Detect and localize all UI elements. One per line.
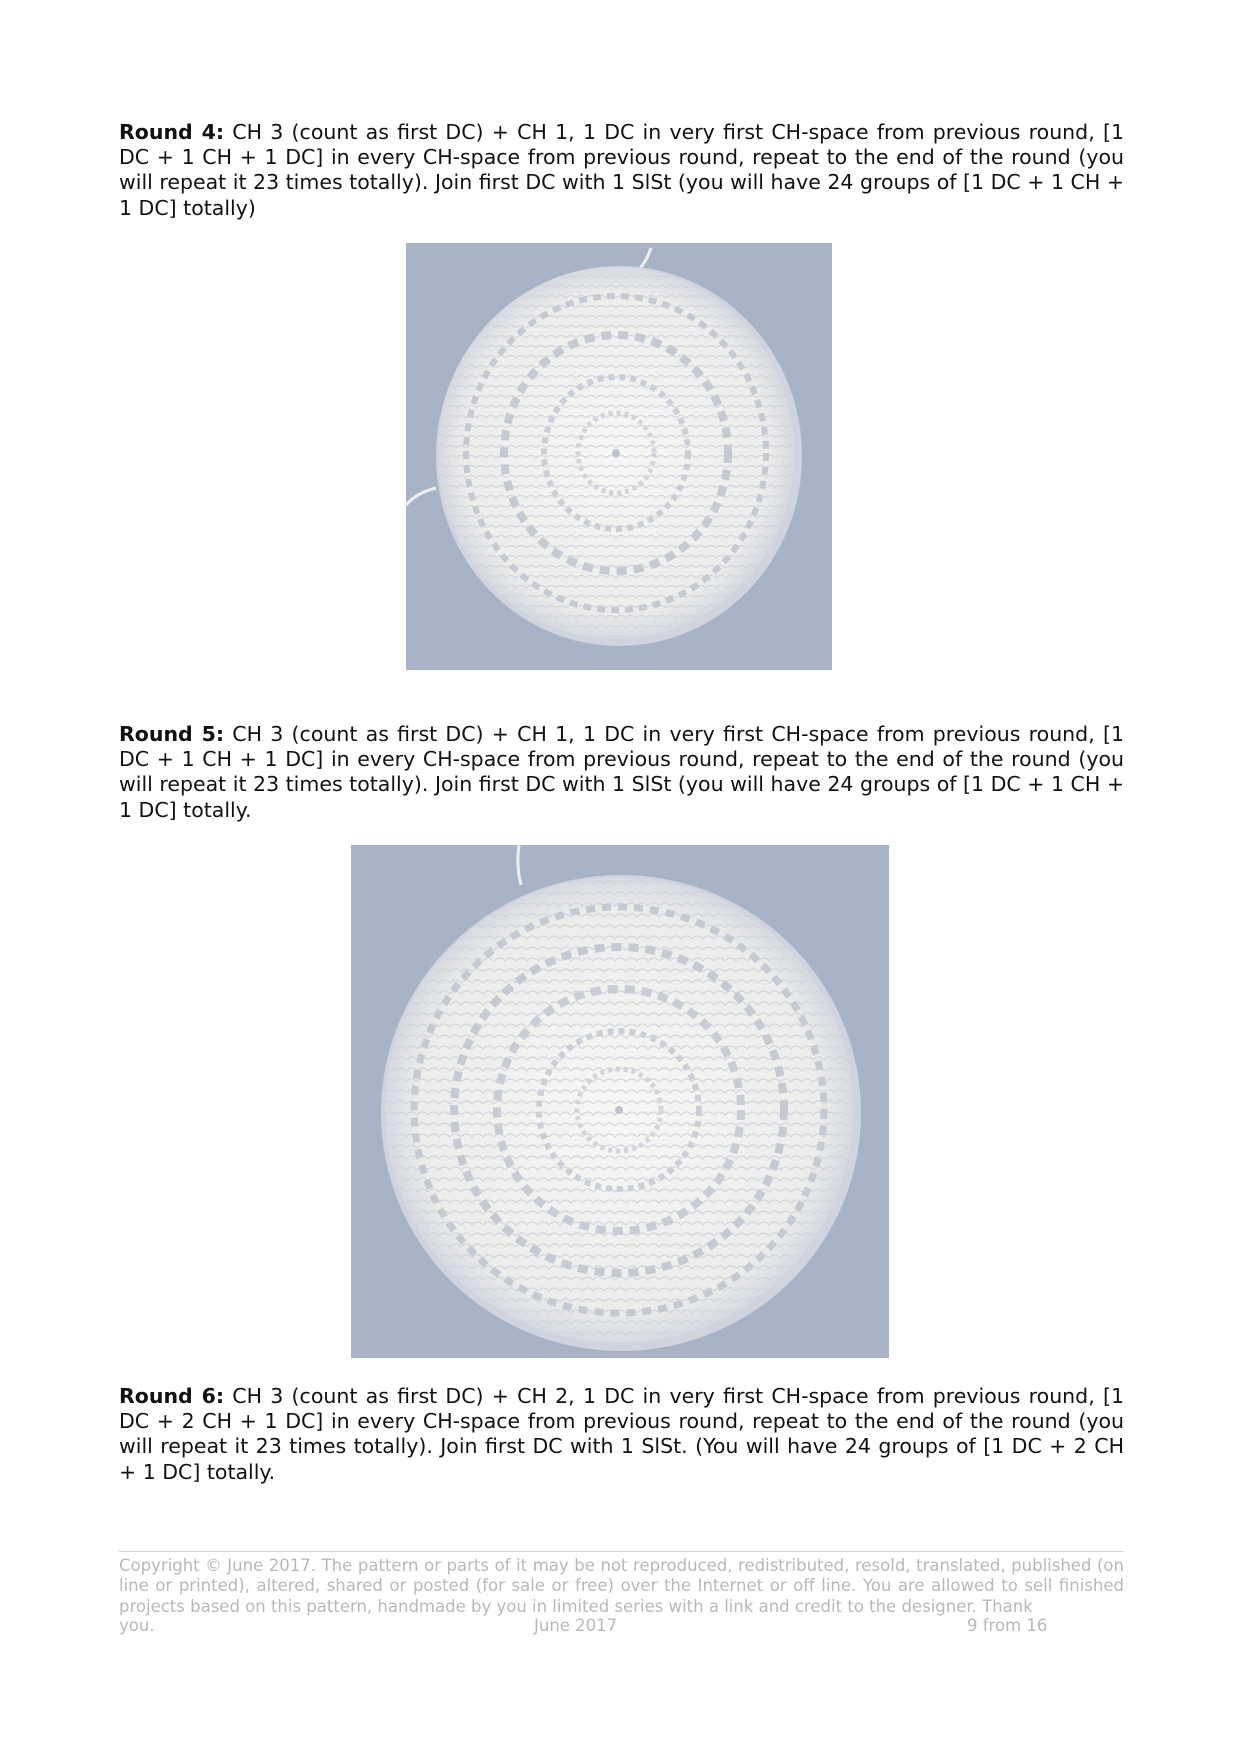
round-4-text: CH 3 (count as first DC) + CH 1, 1 DC in very first CH-space from previous round, [1 DC + 1 CH + 1 DC] in every CH-space from previous round, repeat to the end of the round (you will repeat it 23 times totally). Join first DC with 1 SlSt (you will have 24 groups of [1 DC + 1 CH + 1 DC] totally): [119, 120, 1124, 220]
copyright-notice-end: you.: [119, 1615, 155, 1635]
footer-date: June 2017: [534, 1615, 618, 1635]
round-6-text: CH 3 (count as first DC) + CH 2, 1 DC in very first CH-space from previous round, [1 DC + 2 CH + 1 DC] in every CH-space from previous round, repeat to the end of the round (you will repeat it 23 times totally). Join first DC with 1 SlSt. (You will have 24 groups of [1 DC + 2 CH + 1 DC] totally.: [119, 1384, 1124, 1484]
round-4-photo: [406, 243, 832, 670]
round-5-instructions: [119, 722, 1124, 823]
round-4-label: Round 4:: [119, 120, 225, 144]
round-6-label: Round 6:: [119, 1384, 225, 1408]
round-5-photo: [351, 845, 889, 1358]
footer-last-line: [119, 1616, 1124, 1636]
round-5-label: Round 5:: [119, 722, 225, 746]
round-6-instructions: [119, 1384, 1124, 1485]
round-5-text: CH 3 (count as first DC) + CH 1, 1 DC in very first CH-space from previous round, [1 DC + 1 CH + 1 DC] in every CH-space from previous round, repeat to the end of the round (you will repeat it 23 times totally). Join first DC with 1 SlSt (you will have 24 groups of [1 DC + 1 CH + 1 DC] totally.: [119, 722, 1124, 822]
page-footer: [119, 1551, 1124, 1636]
page-number: 9 from 16: [967, 1615, 1048, 1635]
round-4-instructions: [119, 120, 1124, 221]
copyright-notice: Copyright © June 2017. The pattern or parts of it may be not reproduced, redistributed, resold, translated, published (on line or printed), altered, shared or posted (for sale or free) over the Internet or off line. You are allowed to sell finished projects based on this pattern, handmade by you in limited series with a link and credit to the designer. Thank: [119, 1556, 1124, 1616]
